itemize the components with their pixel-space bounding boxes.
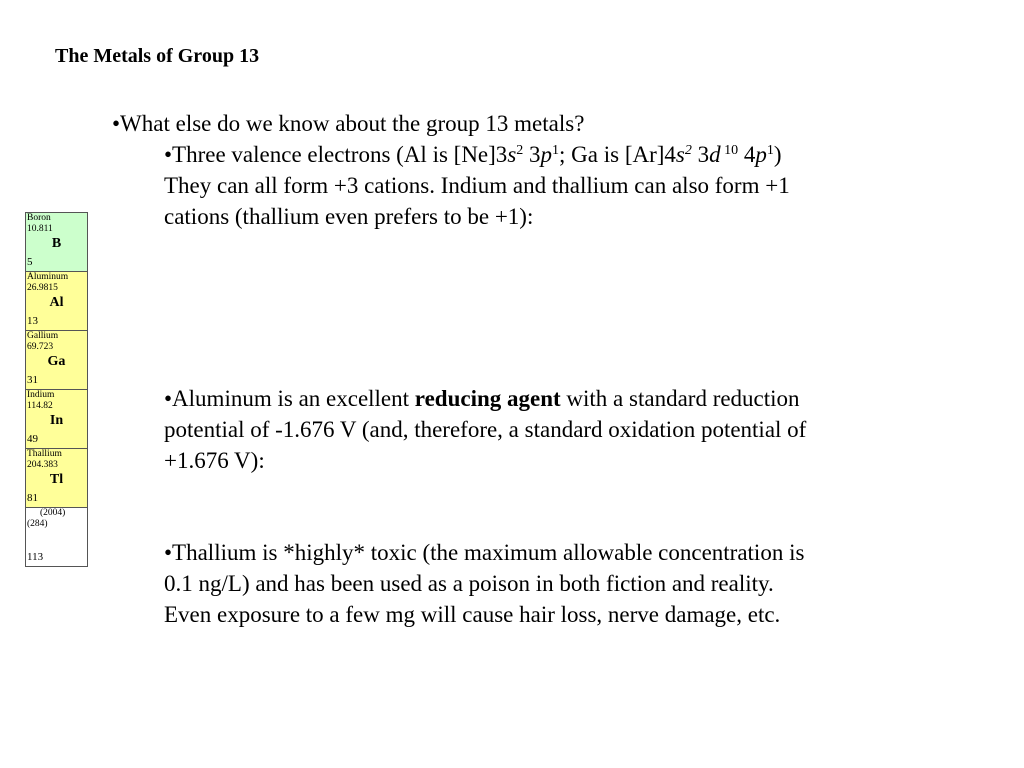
bullet-valence-electrons	[164, 139, 984, 232]
element-number: 31	[27, 374, 38, 386]
bullet-thallium-toxicity	[164, 537, 984, 630]
element-number: 5	[27, 256, 33, 268]
aluminum-line-2: potential of -1.676 V (and, therefore, a standard oxidation potential of	[164, 417, 807, 442]
reducing-agent-term: reducing agent	[414, 386, 561, 411]
element-symbol: Tl	[49, 472, 64, 487]
valence-line-2: They can all form +3 cations. Indium and thallium can also form +1	[164, 173, 790, 198]
thallium-line-2: 0.1 ng/L) and has been used as a poison in both fiction and reality.	[164, 571, 774, 596]
element-cell-gallium	[26, 331, 87, 390]
element-cell-indium	[26, 390, 87, 449]
element-weight: 10.811	[27, 224, 53, 234]
element-weight: (284)	[27, 519, 48, 529]
element-name: Thallium	[27, 449, 62, 459]
aluminum-line-1: •Aluminum is an excellent reducing agent with a standard reduction	[164, 386, 800, 411]
element-symbol: Ga	[47, 354, 66, 369]
element-weight: 69.723	[27, 342, 54, 352]
element-weight: 204.383	[27, 460, 58, 470]
thallium-line-3: Even exposure to a few mg will cause hair loss, nerve damage, etc.	[164, 602, 781, 627]
element-cell-aluminum	[26, 272, 87, 331]
bullet-aluminum-reducing-agent	[164, 383, 984, 476]
element-weight: 114.82	[27, 401, 53, 411]
element-number: 49	[27, 433, 38, 445]
slide-title: The Metals of Group 13	[55, 45, 260, 67]
element-weight: 26.9815	[27, 283, 58, 293]
element-symbol: Al	[49, 295, 64, 310]
element-cell-thallium	[26, 449, 87, 508]
element-cell-boron	[26, 213, 87, 272]
group-13-periodic-column	[25, 212, 88, 567]
element-name: Aluminum	[27, 272, 69, 282]
bullet-question: •What else do we know about the group 13 metals?	[112, 111, 585, 136]
element-number: 113	[27, 551, 44, 563]
element-number: 81	[27, 492, 38, 504]
valence-line-1: •Three valence electrons (Al is $[Ne]3s^2$ $3p^1$; Ga is $[Ar]4s^2$ 3d $^{10}$ $4p^1$)	[164, 142, 782, 167]
element-discovery-year: (2004)	[40, 508, 66, 518]
element-number: 13	[27, 315, 38, 327]
element-name: Gallium	[27, 331, 59, 341]
element-name: Indium	[27, 390, 55, 400]
element-cell-113	[26, 508, 87, 567]
element-symbol: B	[51, 236, 62, 251]
element-symbol: In	[49, 413, 64, 428]
aluminum-line-3: +1.676 V):	[164, 448, 265, 473]
element-name: Boron	[27, 213, 51, 223]
valence-line-3: cations (thallium even prefers to be +1):	[164, 204, 534, 229]
thallium-line-1: •Thallium is *highly* toxic (the maximum allowable concentration is	[164, 540, 805, 565]
